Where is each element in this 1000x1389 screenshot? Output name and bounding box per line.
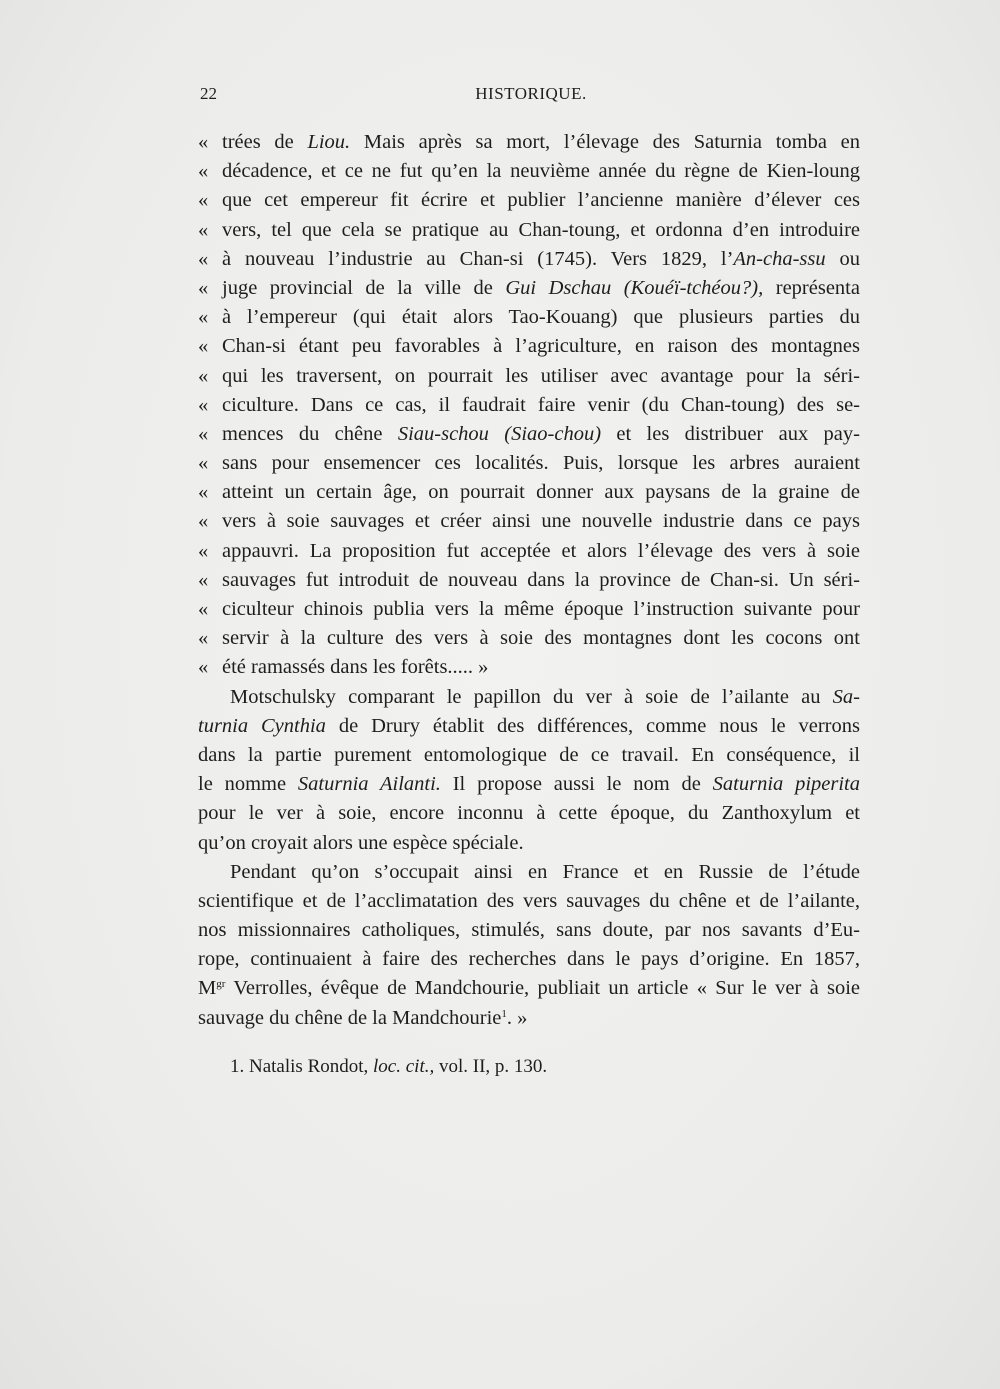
text-segment: qui les traversent, on pourrait les utiliser avec avantage pour la séri- [222,364,860,387]
text-segment: atteint un certain âge, on pourrait donner aux paysans de la graine de [222,481,860,504]
text-segment: 1. Natalis Rondot, [230,1056,374,1077]
quote-mark: « [198,568,209,591]
text-segment: pour le ver à soie, encore inconnu à cette époque, du Zanthoxylum et [198,802,860,825]
text-segment: dans la partie purement entomologique de ce travail. En conséquence, il [198,743,860,766]
text-line [198,974,860,1003]
text-segment: décadence, et ce ne fut qu’en la neuvième année du règne de Kien-loung [222,160,860,183]
text-line [198,245,860,274]
text-segment: Verrolles, évêque de Mandchourie, publiait un article « Sur le ver à soie [225,977,860,1000]
text-segment: le nomme [198,773,298,796]
text-line [198,799,860,828]
quote-mark: « [198,160,209,183]
text-line [198,478,860,507]
text-segment: sauvage du chêne de la Mandchourie [198,1006,502,1029]
text-segment: vers, tel que cela se pratique au Chan-toung, et ordonna d’en introduire [222,218,860,241]
text-line [198,537,860,566]
text-segment: Il propose aussi le nom de [440,773,713,796]
text-segment: sauvages fut introduit de nouveau dans la province de Chan-si. Un séri- [222,568,860,591]
quote-mark: « [198,656,209,679]
text-line [198,362,860,391]
footnote [230,1054,870,1080]
text-line [198,420,860,449]
text-segment: qu’on croyait alors une espèce spéciale. [198,831,524,854]
running-title: HISTORIQUE. [475,84,587,103]
text-line [198,624,860,653]
quote-mark: « [198,276,209,299]
italic-text: loc. cit., [373,1056,435,1077]
italic-text: An-cha-ssu [733,247,826,270]
quote-mark: « [198,598,209,620]
text-line [198,712,860,741]
text-segment: représenta [763,276,860,299]
text-line [198,507,860,536]
text-segment: à nouveau l’industrie au Chan-si (1745). Vers 1829, l’ [222,247,734,270]
text-line [198,303,860,332]
text-line [198,916,860,945]
text-line [198,945,860,974]
quote-mark: « [198,218,209,241]
text-segment: et les distribuer aux pay- [601,422,860,445]
text-line [198,128,860,157]
quote-mark: « [198,539,209,562]
italic-text: Siau-schou (Siao-chou) [397,422,602,445]
quote-mark: « [198,131,209,153]
text-line [198,449,860,478]
text-segment: de Drury établit des différences, comme nous le verrons [325,714,860,737]
text-line [198,391,860,420]
superscript: 1 [501,1007,507,1020]
text-line [198,829,860,858]
text-segment: Motschulsky comparant le papillon du ver à soie de l’ailante au [230,685,833,708]
text-segment: trées de [222,131,308,153]
quote-mark: « [198,364,209,387]
quote-mark: « [198,452,209,475]
text-segment: Chan-si étant peu favorables à l’agriculture, en raison des montagnes [222,335,860,358]
italic-text: turnia Cynthia [198,714,326,737]
text-segment: ciculture. Dans ce cas, il faudrait faire venir (du Chan-toung) des se- [222,393,860,416]
quote-mark: « [198,335,209,358]
superscript: gr [216,978,226,991]
quote-mark: « [198,481,209,504]
quote-mark: « [198,393,209,416]
text-segment: à l’empereur (qui était alors Tao-Kouang) que plusieurs parties du [222,306,860,329]
text-line [198,858,860,887]
text-line [198,683,860,712]
page-header [200,84,862,108]
text-segment: nos missionnaires catholiques, stimulés, sans doute, par nos savants d’Eu- [198,919,860,942]
text-line [198,887,860,916]
text-segment: vers à soie sauvages et créer ainsi une nouvelle industrie dans ce pays [222,510,860,533]
italic-text: Sa- [832,685,860,708]
italic-text: Saturnia piperita [712,773,860,796]
text-line [198,741,860,770]
text-line [198,157,860,186]
text-segment: rope, continuaient à faire des recherches dans le pays d’origine. En 1857, [198,948,860,971]
text-segment: M [198,977,217,1000]
body-text [198,128,860,1033]
text-segment: appauvri. La proposition fut acceptée et alors l’élevage des vers à soie [222,539,860,562]
text-segment: ou [825,247,860,270]
text-line [198,1004,860,1033]
quote-mark: « [198,247,209,270]
quote-mark: « [198,422,209,445]
text-line [198,566,860,595]
quote-mark: « [198,627,209,650]
text-segment: Mais après sa mort, l’élevage des Saturnia tomba en [350,131,860,153]
text-segment: sans pour ensemencer ces localités. Puis, lorsque les arbres auraient [222,452,860,475]
text-segment: que cet empereur fit écrire et publier l’ancienne manière d’élever ces [222,189,860,212]
text-segment: scientifique et de l’acclimatation des vers sauvages du chêne et de l’ailante, [198,889,860,912]
text-line [198,332,860,361]
text-segment: Pendant qu’on s’occupait ainsi en France et en Russie de l’étude [230,860,860,883]
text-line [198,186,860,215]
text-line [198,595,860,624]
quote-mark: « [198,189,209,212]
text-segment: été ramassés dans les forêts..... » [222,656,489,679]
text-line [198,770,860,799]
text-segment: mences du chêne [222,422,398,445]
text-line [198,216,860,245]
text-segment: . » [506,1006,528,1029]
text-line [198,653,860,682]
text-line [198,274,860,303]
text-segment: vol. II, p. 130. [434,1056,548,1077]
text-segment: servir à la culture des vers à soie des montagnes dont les cocons ont [222,627,860,650]
quote-mark: « [198,510,209,533]
italic-text: Gui Dschau (Kouéï-tchéou?), [505,276,764,299]
italic-text: Saturnia Ailanti. [297,773,441,796]
text-segment: ciculteur chinois publia vers la même époque l’instruction suivante pour [222,598,860,620]
quote-mark: « [198,306,209,329]
page-number: 22 [200,84,217,103]
italic-text: Liou. [307,131,351,153]
text-segment: juge provincial de la ville de [222,276,506,299]
